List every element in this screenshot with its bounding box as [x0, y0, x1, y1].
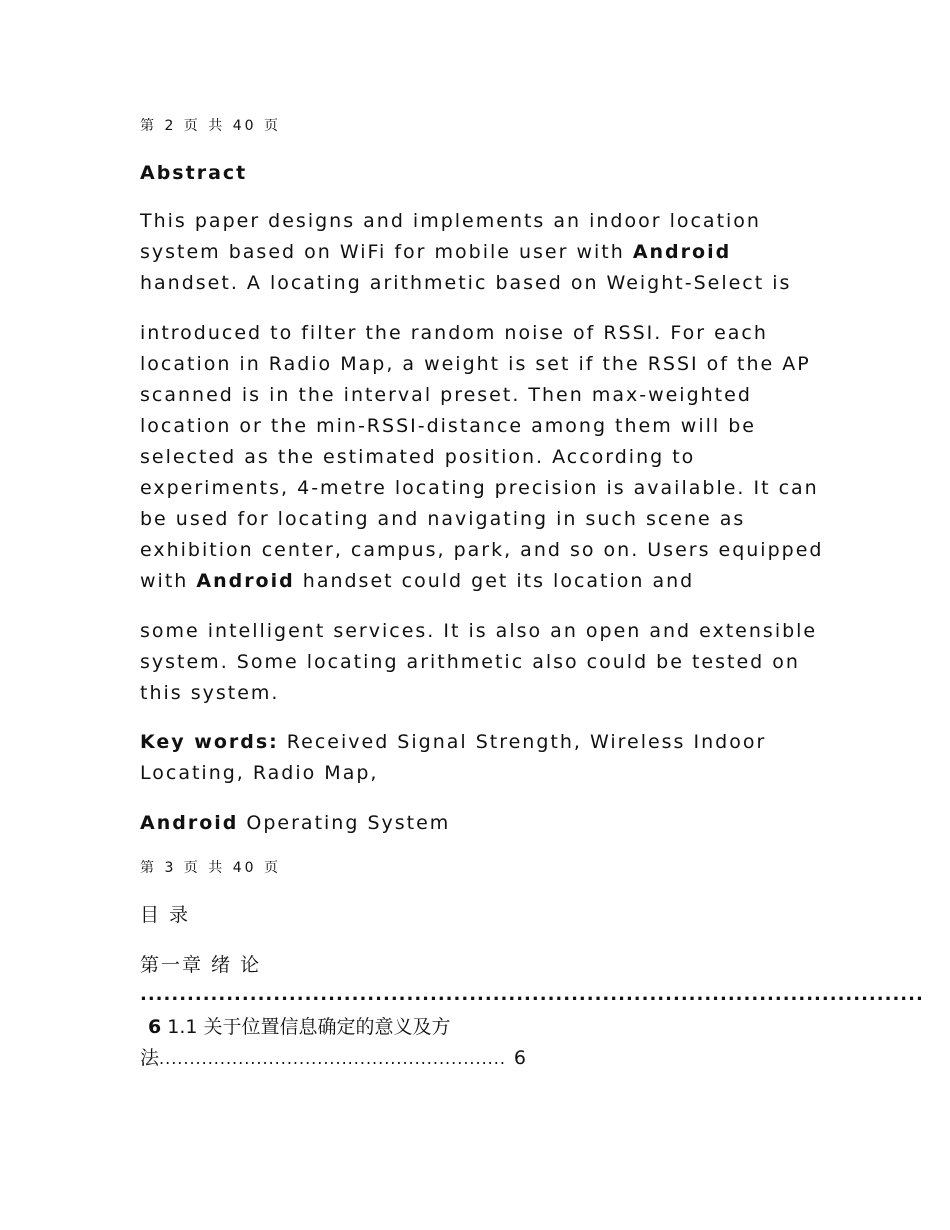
text-line: with	[140, 570, 197, 592]
bold-term: Android	[632, 241, 732, 263]
bold-term: Android	[140, 812, 239, 834]
abstract-heading: Abstract	[140, 162, 248, 184]
text-line: experiments, 4-metre locating precision is available. It can	[140, 477, 819, 499]
text-line: location or the min-RSSI-distance among them will be	[140, 415, 756, 437]
toc-chapter-1: 第一章 绪 论	[140, 954, 262, 976]
text-line: scanned is in the interval preset. Then max-weighted	[140, 384, 752, 406]
abstract-paragraph-1	[140, 206, 791, 299]
toc-page-number: 6	[148, 1016, 162, 1038]
text-line: Locating, Radio Map,	[140, 762, 379, 784]
toc-page-number: 6	[513, 1047, 527, 1069]
text-line: system based on WiFi for mobile user with	[140, 241, 633, 263]
text-line: This paper designs and implements an indoor location	[140, 210, 761, 232]
text-line: handset could get its location and	[294, 570, 695, 592]
toc-section-label: 1.1 关于位置信息确定的意义及方	[161, 1016, 451, 1038]
text-line: Operating System	[238, 812, 451, 834]
text-line: location in Radio Map, a weight is set if the RSSI of the AP	[140, 353, 811, 375]
toc-section-label: 法	[140, 1047, 160, 1069]
keywords-label: Key words:	[140, 731, 279, 753]
bold-term: Android	[196, 570, 295, 592]
text-line: system. Some locating arithmetic also could be tested on	[140, 651, 800, 673]
page-header: 第 2 页 共 40 页	[140, 118, 281, 134]
abstract-paragraph-3	[140, 616, 817, 709]
toc-leader-dots: .........................................................	[159, 1049, 506, 1068]
keywords-paragraph	[140, 727, 766, 789]
toc-leader-dots: ....................................................................................................	[140, 984, 924, 1005]
text-line: exhibition center, campus, park, and so on. Users equipped	[140, 539, 824, 561]
text-line: be used for locating and navigating in such scene as	[140, 508, 746, 530]
toc-section-1-1	[140, 1018, 451, 1037]
page-header: 第 3 页 共 40 页	[140, 860, 281, 876]
text-line: this system.	[140, 682, 280, 704]
text-line: selected as the estimated position. According to	[140, 446, 696, 468]
text-line: Received Signal Strength, Wireless Indoor	[278, 731, 767, 753]
toc-heading: 目 录	[140, 904, 191, 926]
text-line: introduced to filter the random noise of RSSI. For each	[140, 322, 768, 344]
text-line: handset. A locating arithmetic based on Weight-Select is	[140, 272, 792, 294]
keywords-continuation	[140, 808, 450, 839]
toc-section-1-1-continuation	[140, 1049, 526, 1068]
text-line: some intelligent services. It is also an open and extensible	[140, 620, 818, 642]
abstract-paragraph-2	[140, 318, 823, 597]
